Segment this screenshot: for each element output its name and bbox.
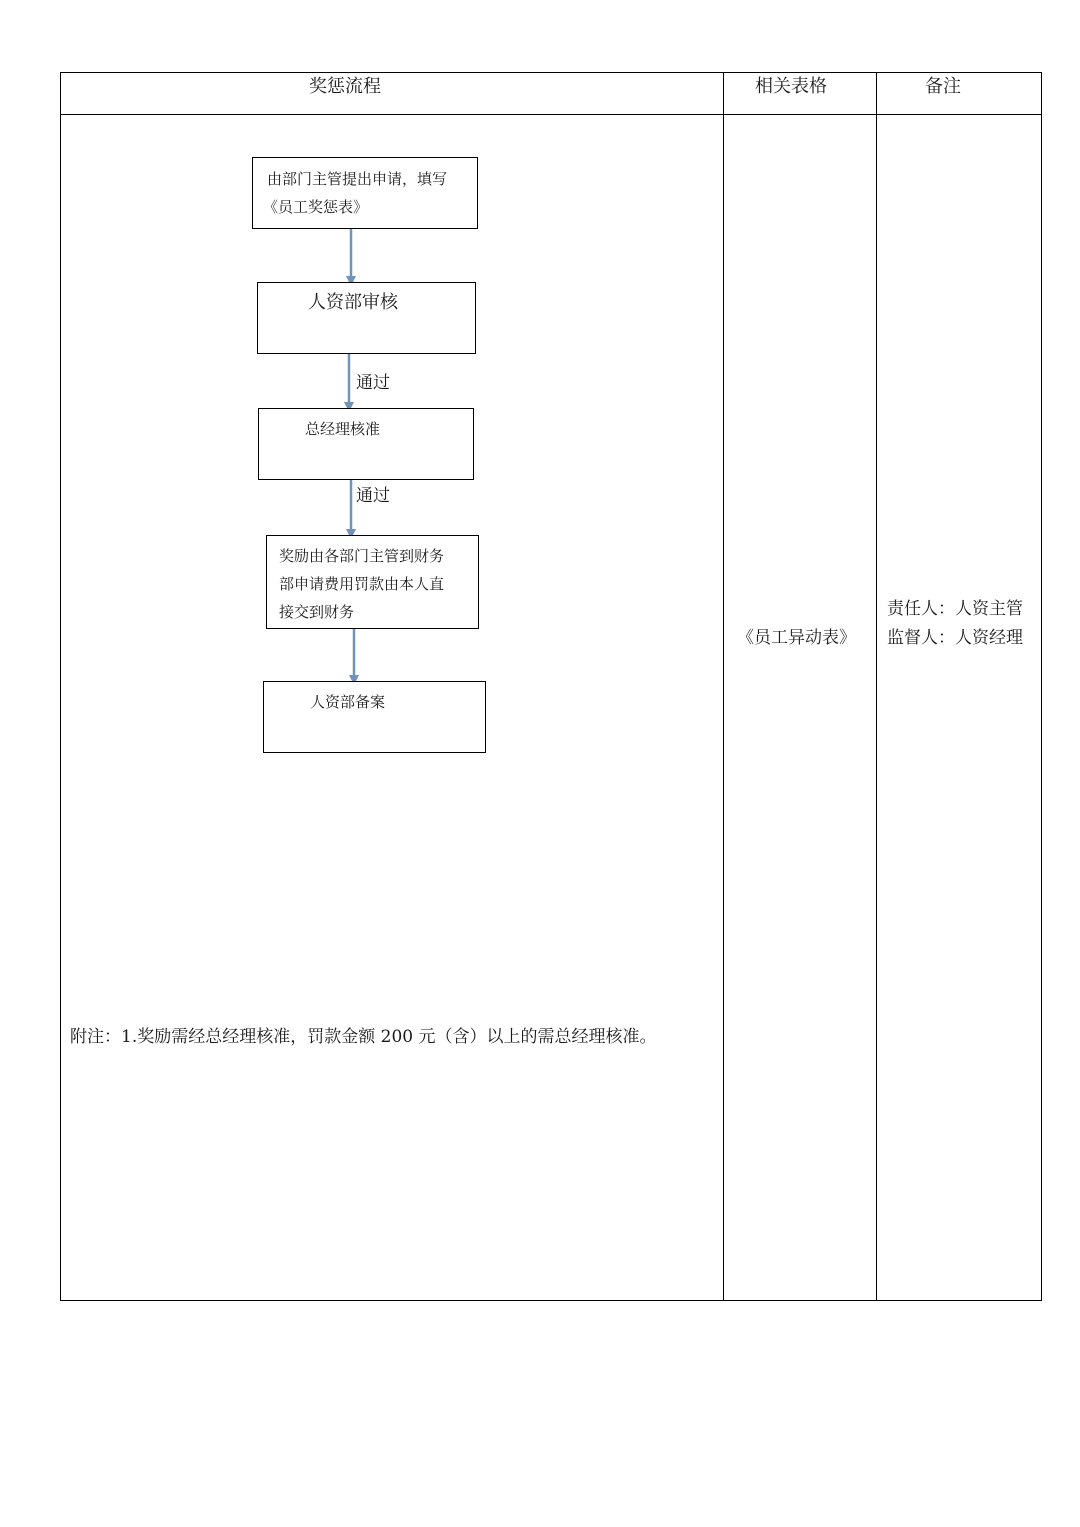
flow-step-apply-line-1: 由部门主管提出申请，填写 bbox=[267, 170, 448, 188]
flow-step-gm-approve-text: 总经理核准 bbox=[305, 420, 381, 438]
remark-supervisor: 监督人：人资经理 bbox=[887, 628, 1023, 648]
edge-label-pass-2: 通过 bbox=[356, 486, 390, 506]
header-remarks: 备注 bbox=[925, 76, 961, 97]
flow-step-finance-line-3: 接交到财务 bbox=[279, 603, 355, 621]
flow-step-apply-line-2: 《员工奖惩表》 bbox=[263, 198, 369, 216]
flow-step-hr-review-text: 人资部审核 bbox=[308, 292, 398, 313]
header-process: 奖惩流程 bbox=[309, 76, 381, 97]
flow-step-finance-line-2: 部申请费用罚款由本人直 bbox=[279, 575, 445, 593]
flow-step-hr-file-text: 人资部备案 bbox=[310, 693, 386, 711]
flow-step-finance-line-1: 奖励由各部门主管到财务 bbox=[279, 547, 445, 565]
footnote: 附注：1.奖励需经总经理核准，罚款金额 200 元（含）以上的需总经理核准。 bbox=[70, 1027, 657, 1047]
header-forms: 相关表格 bbox=[755, 76, 827, 97]
remark-responsible: 责任人：人资主管 bbox=[887, 599, 1023, 619]
edge-label-pass-1: 通过 bbox=[356, 373, 390, 393]
related-form-name: 《员工异动表》 bbox=[737, 628, 856, 648]
